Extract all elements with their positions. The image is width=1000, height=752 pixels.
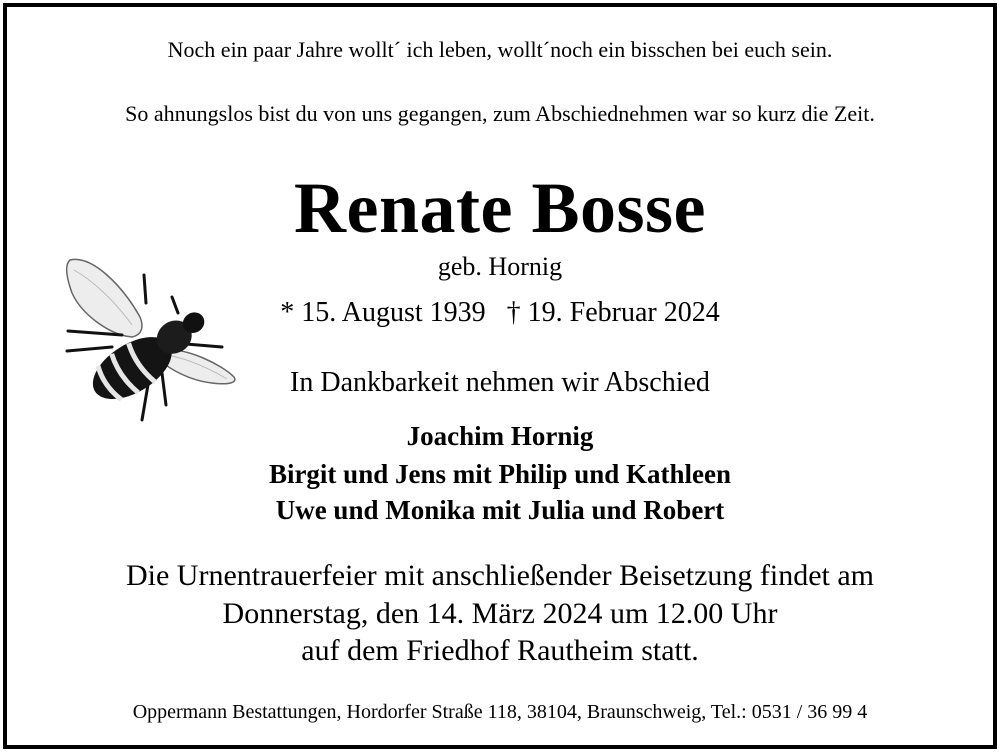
verse-line-2: So ahnungslos bist du von uns gegangen, zum Abschiednehmen war so kurz die Zeit. — [125, 101, 875, 126]
service-line-2: Donnerstag, den 14. März 2024 um 12.00 Uhr — [222, 597, 778, 630]
deceased-name: Renate Bosse — [294, 168, 706, 248]
bee-icon — [62, 255, 242, 427]
life-dates: * 15. August 1939 † 19. Februar 2024 — [280, 297, 720, 328]
farewell-text: In Dankbarkeit nehmen wir Abschied — [290, 367, 710, 398]
service-line-3: auf dem Friedhof Rautheim statt. — [301, 634, 699, 667]
obituary-notice — [3, 3, 997, 749]
family-member: Birgit und Jens mit Philip und Kathleen — [268, 459, 732, 489]
family-member: Uwe und Monika mit Julia und Robert — [275, 495, 725, 525]
service-line-1: Die Urnentrauerfeier mit anschließender Beisetzung findet am — [125, 559, 875, 592]
funeral-home-contact: Oppermann Bestattungen, Hordorfer Straße 118, 38104, Braunschweig, Tel.: 0531 / 36 99 4 — [132, 701, 868, 723]
birth-name: geb. Hornig — [437, 252, 563, 281]
family-member: Joachim Hornig — [406, 421, 594, 451]
verse-line-1: Noch ein paar Jahre wollt´ ich leben, wollt´noch ein bisschen bei euch sein. — [167, 37, 833, 62]
